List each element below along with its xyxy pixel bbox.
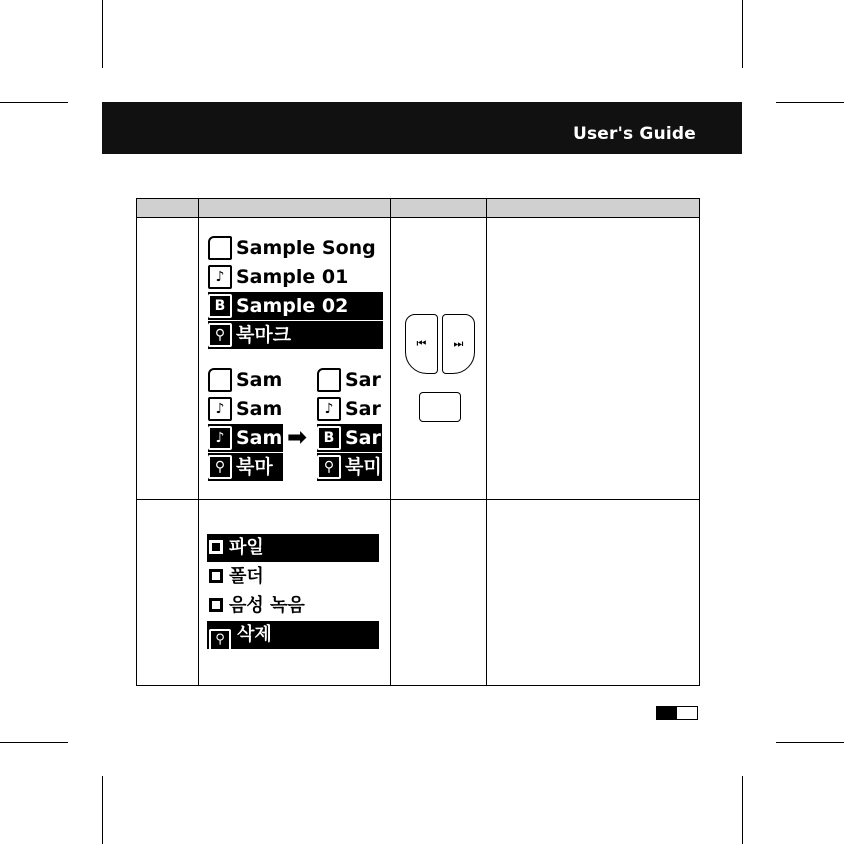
lcd-line-label: Sam xyxy=(236,427,283,449)
menu-item[interactable] xyxy=(207,534,379,562)
menu-item[interactable] xyxy=(207,563,379,591)
table-cell xyxy=(487,500,700,686)
lcd-line-label: Sam xyxy=(236,369,283,391)
lcd-line xyxy=(208,453,283,481)
music-note-icon: ♪ xyxy=(208,265,232,289)
table-header-row xyxy=(137,199,700,218)
table-cell-buttons xyxy=(391,218,487,500)
select-button[interactable] xyxy=(419,392,461,422)
square-icon xyxy=(209,598,223,612)
lcd-line-label: Sar xyxy=(345,369,381,391)
page-header xyxy=(102,102,742,154)
table-cell-screens xyxy=(199,218,391,500)
lcd-line xyxy=(317,453,382,481)
crop-mark xyxy=(102,776,103,844)
lcd-line-label: 북마 xyxy=(236,456,273,478)
menu-item[interactable] xyxy=(207,592,379,620)
lcd-line xyxy=(208,366,283,394)
lcd-line-label: Sample 01 xyxy=(236,266,349,288)
crop-mark xyxy=(742,0,743,68)
lcd-line-label: Sar xyxy=(345,398,381,420)
table-cell xyxy=(137,218,199,500)
crop-mark xyxy=(742,776,743,844)
table-cell xyxy=(391,500,487,686)
magnifier-icon: ⚲ xyxy=(209,629,231,651)
skip-forward-icon: ⏭ xyxy=(453,337,464,350)
header-cell xyxy=(487,199,700,218)
table-row xyxy=(137,218,700,500)
magnifier-icon: ⚲ xyxy=(208,323,232,347)
crop-mark xyxy=(102,0,103,68)
arrow-right-icon: ➡ xyxy=(287,423,308,451)
music-note-icon: ♪ xyxy=(208,426,232,450)
page-title: User's Guide xyxy=(572,124,696,144)
folder-icon xyxy=(317,368,341,392)
next-button[interactable] xyxy=(442,314,475,374)
header-cell xyxy=(137,199,199,218)
lcd-line-label: Sar xyxy=(345,427,381,449)
lcd-line xyxy=(317,395,382,423)
lcd-line xyxy=(317,424,382,452)
magnifier-icon: ⚲ xyxy=(208,455,232,479)
folder-icon xyxy=(208,368,232,392)
lcd-line-label: Sample Song xyxy=(236,237,376,259)
table-row xyxy=(137,500,700,686)
folder-icon xyxy=(208,236,232,260)
menu-screen xyxy=(199,500,390,685)
page-indicator xyxy=(656,706,698,720)
menu-item-label: 삭제 xyxy=(237,624,272,645)
lcd-line xyxy=(208,234,383,262)
lcd-screen-after xyxy=(317,366,382,486)
crop-mark xyxy=(776,742,844,743)
crop-mark xyxy=(776,102,844,103)
square-icon xyxy=(209,569,223,583)
lcd-line xyxy=(208,292,383,320)
lcd-screen-main xyxy=(208,234,383,354)
lcd-line-label: Sam xyxy=(236,398,283,420)
lcd-line-label: 북미 xyxy=(345,456,382,478)
music-note-icon: ♪ xyxy=(317,397,341,421)
crop-mark xyxy=(0,102,68,103)
lcd-line xyxy=(317,366,382,394)
music-note-icon: ♪ xyxy=(208,397,232,421)
menu-item-label: 폴더 xyxy=(229,566,264,587)
lcd-line xyxy=(208,263,383,291)
table-cell xyxy=(137,500,199,686)
table-cell xyxy=(487,218,700,500)
table-cell-menu xyxy=(199,500,391,686)
manual-table xyxy=(136,198,700,686)
skip-back-icon: ⏮ xyxy=(416,337,427,350)
bookmark-b-icon: B xyxy=(317,426,341,450)
crop-mark xyxy=(0,742,68,743)
page-indicator-fill xyxy=(657,707,677,719)
lcd-line-label: 북마크 xyxy=(236,324,292,346)
lcd-line xyxy=(208,321,383,349)
lcd-line-label: Sample 02 xyxy=(236,295,349,317)
menu-item-label: 파일 xyxy=(229,537,264,558)
menu-item-label: 음성 녹음 xyxy=(229,595,305,616)
skip-buttons xyxy=(405,314,475,376)
previous-button[interactable] xyxy=(405,314,438,374)
magnifier-icon: ⚲ xyxy=(317,455,341,479)
square-icon xyxy=(209,540,223,554)
lcd-line xyxy=(208,395,283,423)
bookmark-b-icon: B xyxy=(208,294,232,318)
header-cell xyxy=(391,199,487,218)
menu-item[interactable] xyxy=(207,621,379,649)
lcd-screen-before xyxy=(208,366,283,486)
lcd-line xyxy=(208,424,283,452)
header-cell xyxy=(199,199,391,218)
